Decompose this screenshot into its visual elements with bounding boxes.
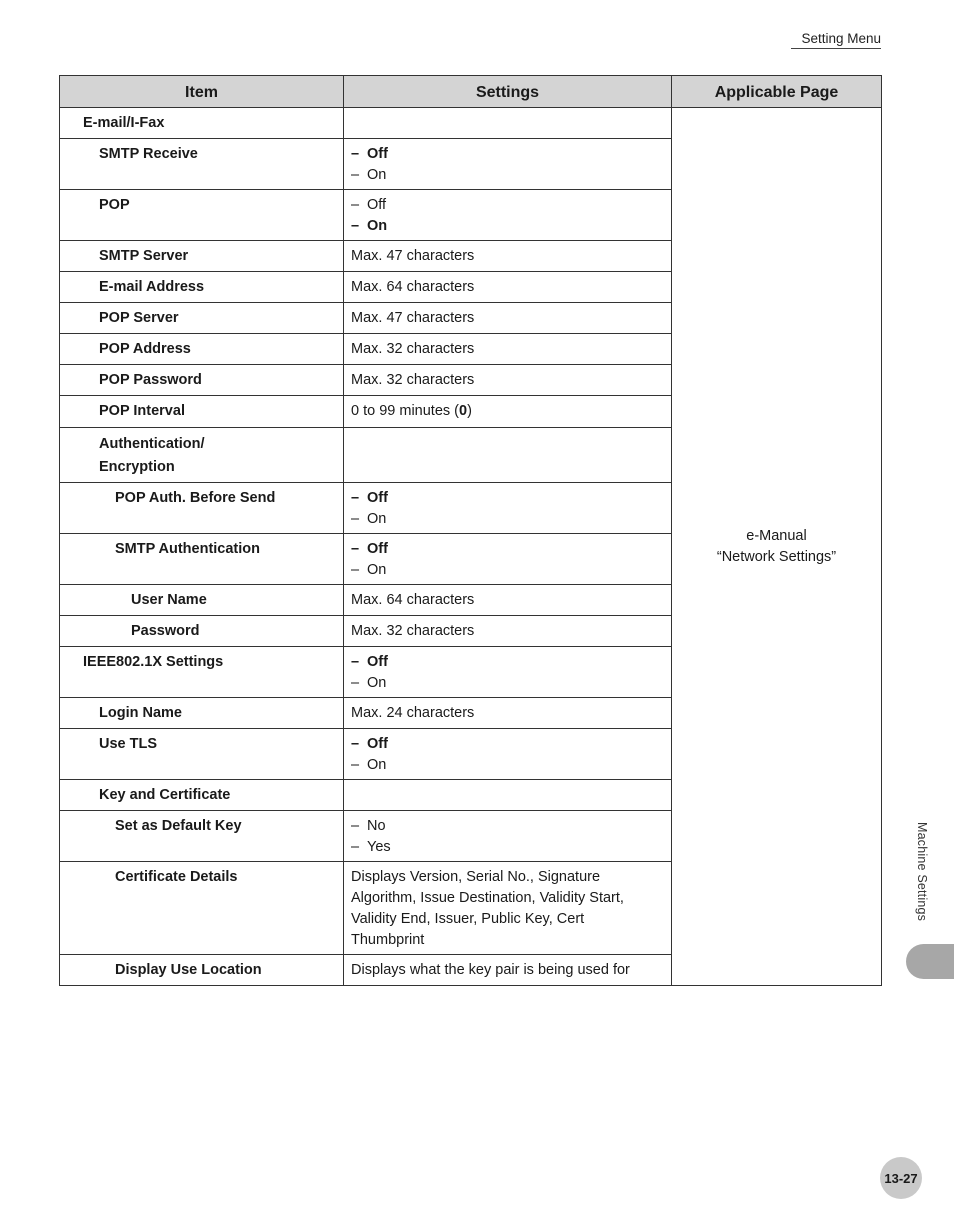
setting-option: – Off [351,197,387,213]
item-cell: E-mail/I-Fax [60,108,344,139]
setting-option: – On [351,511,387,527]
page-number: 13-27 [880,1157,922,1199]
item-cell: Login Name [60,698,344,729]
setting-option: – Off [351,654,388,670]
item-cell: POP Auth. Before Send [60,483,344,534]
applicable-page-line: “Network Settings” [716,548,837,565]
setting-cell [344,139,672,190]
item-cell: POP Server [60,303,344,334]
item-cell: Display Use Location [60,955,344,986]
setting-option: – On [351,675,387,691]
setting-cell: 0 to 99 minutes (0) [344,396,672,428]
item-cell: User Name [60,585,344,616]
setting-cell: Max. 64 characters [344,272,672,303]
applicable-page-line: e-Manual [746,527,807,544]
setting-cell: Max. 32 characters [344,334,672,365]
item-cell: Certificate Details [60,862,344,955]
setting-cell [344,108,672,139]
item-cell: SMTP Receive [60,139,344,190]
running-header: Setting Menu [791,31,881,49]
setting-option: – Off [351,541,388,557]
setting-cell: Displays what the key pair is being used for [344,955,672,986]
setting-cell: Max. 47 characters [344,241,672,272]
setting-cell: Displays Version, Serial No., Signature Algorithm, Issue Destination, Validity Start, Validity End, Issuer, Public Key, Cert Thumbprint [344,862,672,955]
setting-option: – No [351,818,386,834]
item-cell: SMTP Authentication [60,534,344,585]
column-header-settings: Settings [344,76,672,108]
side-tab-label: Machine Settings [915,822,929,922]
setting-cell: Max. 64 characters [344,585,672,616]
setting-option: – On [351,218,388,234]
column-header-applicable-page: Applicable Page [672,76,882,108]
setting-option: – Off [351,146,388,162]
setting-option: – On [351,757,387,773]
item-cell: Key and Certificate [60,780,344,811]
item-cell: POP Interval [60,396,344,428]
item-cell: Authentication/ Encryption [60,428,344,483]
settings-table [59,75,882,986]
setting-cell [344,483,672,534]
item-cell: Set as Default Key [60,811,344,862]
table-row [60,108,882,139]
setting-cell: Max. 32 characters [344,365,672,396]
setting-cell: Max. 47 characters [344,303,672,334]
setting-cell [344,428,672,483]
item-cell: SMTP Server [60,241,344,272]
setting-cell [344,647,672,698]
setting-cell [344,190,672,241]
item-cell: POP [60,190,344,241]
applicable-page-cell [672,108,882,986]
setting-cell [344,729,672,780]
item-cell: IEEE802.1X Settings [60,647,344,698]
item-cell: POP Password [60,365,344,396]
setting-cell [344,534,672,585]
column-header-item: Item [60,76,344,108]
item-cell: E-mail Address [60,272,344,303]
setting-cell [344,811,672,862]
setting-cell: Max. 24 characters [344,698,672,729]
item-cell: Password [60,616,344,647]
setting-option: – Off [351,490,388,506]
side-tab [906,944,954,979]
setting-option: – On [351,167,387,183]
setting-option: – On [351,562,387,578]
table-header-row [60,76,882,108]
item-cell: Use TLS [60,729,344,780]
setting-option: – Yes [351,839,391,855]
setting-cell: Max. 32 characters [344,616,672,647]
item-cell: POP Address [60,334,344,365]
setting-cell [344,780,672,811]
setting-option: – Off [351,736,388,752]
